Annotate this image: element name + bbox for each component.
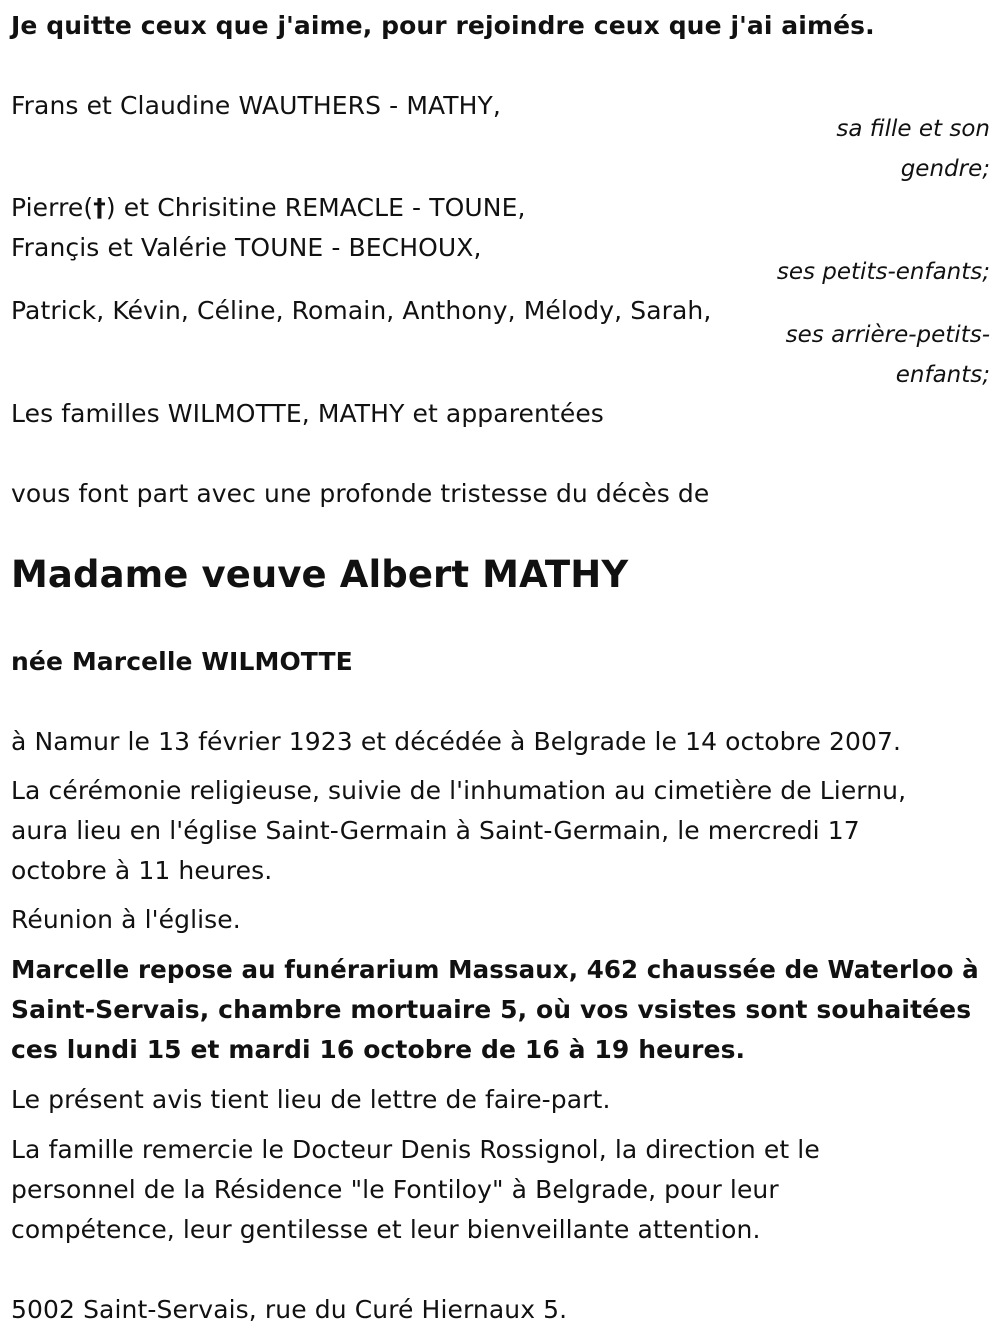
thanks-line-1: La famille remercie le Docteur Denis Rossignol, la direction et le bbox=[11, 1135, 820, 1164]
reunion: Réunion à l'église. bbox=[11, 905, 241, 934]
families-line: Les familles WILMOTTE, MATHY et apparentées bbox=[11, 399, 604, 428]
grandchild-1-post: ) et Chrisitine REMACLE - TOUNE, bbox=[105, 193, 526, 222]
epigraph: Je quitte ceux que j'aime, pour rejoindre ceux que j'ai aimés. bbox=[11, 11, 875, 40]
visitation-line-2: Saint-Servais, chambre mortuaire 5, où vos vsistes sont souhaitées bbox=[11, 995, 972, 1024]
grandchild-line-1 bbox=[11, 188, 526, 228]
visitation-line-3: ces lundi 15 et mardi 16 octobre de 16 à 19 heures. bbox=[11, 1035, 746, 1064]
ceremony-line-3: octobre à 11 heures. bbox=[11, 856, 273, 885]
grandchildren-role: ses petits-enfants; bbox=[776, 259, 990, 285]
ceremony-line-1: La cérémonie religieuse, suivie de l'inhumation au cimetière de Liernu, bbox=[11, 776, 907, 805]
cross-icon: † bbox=[93, 193, 106, 222]
thanks-line-3: compétence, leur gentilesse et leur bienveillante attention. bbox=[11, 1215, 761, 1244]
visitation-line-1: Marcelle repose au funérarium Massaux, 462 chaussée de Waterloo à bbox=[11, 955, 979, 984]
ceremony-line-2: aura lieu en l'église Saint-Germain à Saint-Germain, le mercredi 17 bbox=[11, 816, 860, 845]
thanks-line-2: personnel de la Résidence "le Fontiloy" à Belgrade, pour leur bbox=[11, 1175, 779, 1204]
grandchild-line-2: Françis et Valérie TOUNE - BECHOUX, bbox=[11, 233, 482, 262]
great-grandchildren-role-2: enfants; bbox=[895, 362, 990, 388]
grandchild-1-pre: Pierre( bbox=[11, 193, 94, 222]
daughter-role-1: sa fille et son bbox=[836, 116, 990, 142]
announcement: vous font part avec une profonde tristesse du décès de bbox=[11, 479, 710, 508]
notice: Le présent avis tient lieu de lettre de faire-part. bbox=[11, 1085, 611, 1114]
deceased-name: Madame veuve Albert MATHY bbox=[11, 553, 629, 596]
great-grandchildren-line: Patrick, Kévin, Céline, Romain, Anthony, Mélody, Sarah, bbox=[11, 296, 712, 325]
great-grandchildren-role-1: ses arrière-petits- bbox=[785, 322, 990, 348]
daughter-role-2: gendre; bbox=[900, 156, 990, 182]
address: 5002 Saint-Servais, rue du Curé Hiernaux 5. bbox=[11, 1295, 568, 1324]
maiden-name: née Marcelle WILMOTTE bbox=[11, 647, 353, 676]
daughter-line: Frans et Claudine WAUTHERS - MATHY, bbox=[11, 91, 501, 120]
birth-death: à Namur le 13 février 1923 et décédée à Belgrade le 14 octobre 2007. bbox=[11, 727, 902, 756]
